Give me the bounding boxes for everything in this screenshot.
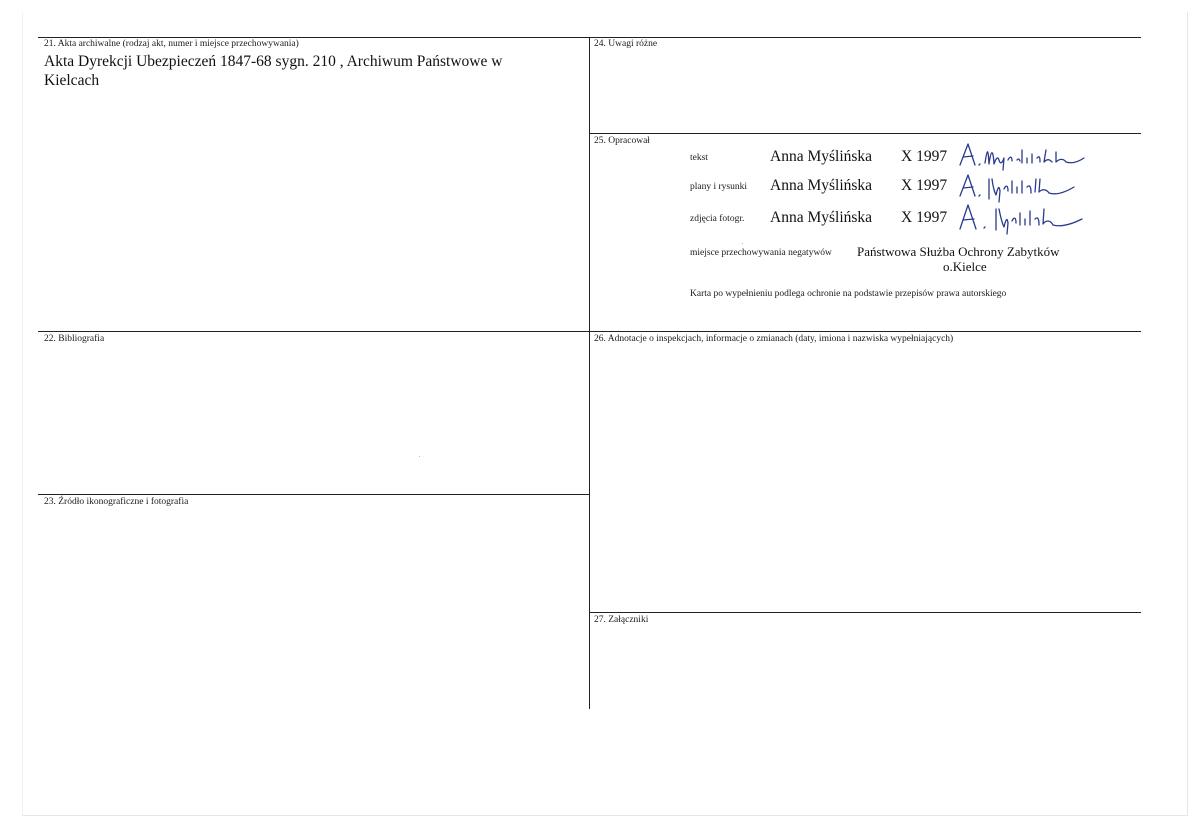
role-tekst: tekst	[690, 153, 708, 163]
section-26-label: 26. Adnotacje o inspekcjach, informacje o zmianach (daty, imiona i nazwiska wypełniających)	[594, 334, 954, 344]
author-name-3: Anna Myślińska	[770, 209, 873, 226]
section-21-value-line2: Kielcach	[44, 72, 100, 89]
negatives-place-line1: Państwowa Służba Ochrony Zabytków	[857, 244, 1060, 259]
section-23-label: 23. Źródło ikonograficzne i fotografia	[44, 497, 189, 507]
negatives-place-line2: o.Kielce	[943, 259, 987, 274]
section-21-value-line1: Akta Dyrekcji Ubezpieczeń 1847-68 sygn. 210 , Archiwum Państwowe w	[44, 53, 503, 70]
rule-25	[589, 133, 1141, 134]
center-divider	[589, 37, 590, 709]
rule-23	[38, 494, 589, 495]
section-27-label: 27. Załączniki	[594, 615, 649, 625]
signature-1	[956, 138, 1096, 172]
date-2: X 1997	[901, 177, 948, 194]
negatives-label: miejsce przechowywania negatywów	[690, 248, 832, 258]
author-name-1: Anna Myślińska	[770, 148, 873, 165]
date-1: X 1997	[901, 148, 948, 165]
section-25-label: 25. Opracował	[594, 136, 650, 146]
author-name-2: Anna Myślińska	[770, 177, 873, 194]
section-24-label: 24. Uwagi różne	[594, 39, 658, 49]
rule-27	[589, 612, 1141, 613]
scan-speck	[742, 243, 743, 244]
top-rule-right	[589, 37, 1141, 38]
signature-3	[956, 199, 1096, 235]
date-3: X 1997	[901, 209, 948, 226]
role-plany: plany i rysunki	[690, 182, 747, 192]
section-21-label: 21. Akta archiwalne (rodzaj akt, numer i miejsce przechowywania)	[44, 39, 299, 49]
rule-22-26	[38, 331, 1141, 332]
section-22-label: 22. Bibliografia	[44, 334, 105, 344]
top-rule-left	[38, 37, 589, 38]
copyright-note: Karta po wypełnieniu podlega ochronie na podstawie przepisów prawa autorskiego	[690, 289, 1007, 299]
role-zdjecia: zdjęcia fotogr.	[690, 214, 745, 224]
signature-2	[956, 169, 1096, 203]
scan-speck	[419, 456, 420, 457]
